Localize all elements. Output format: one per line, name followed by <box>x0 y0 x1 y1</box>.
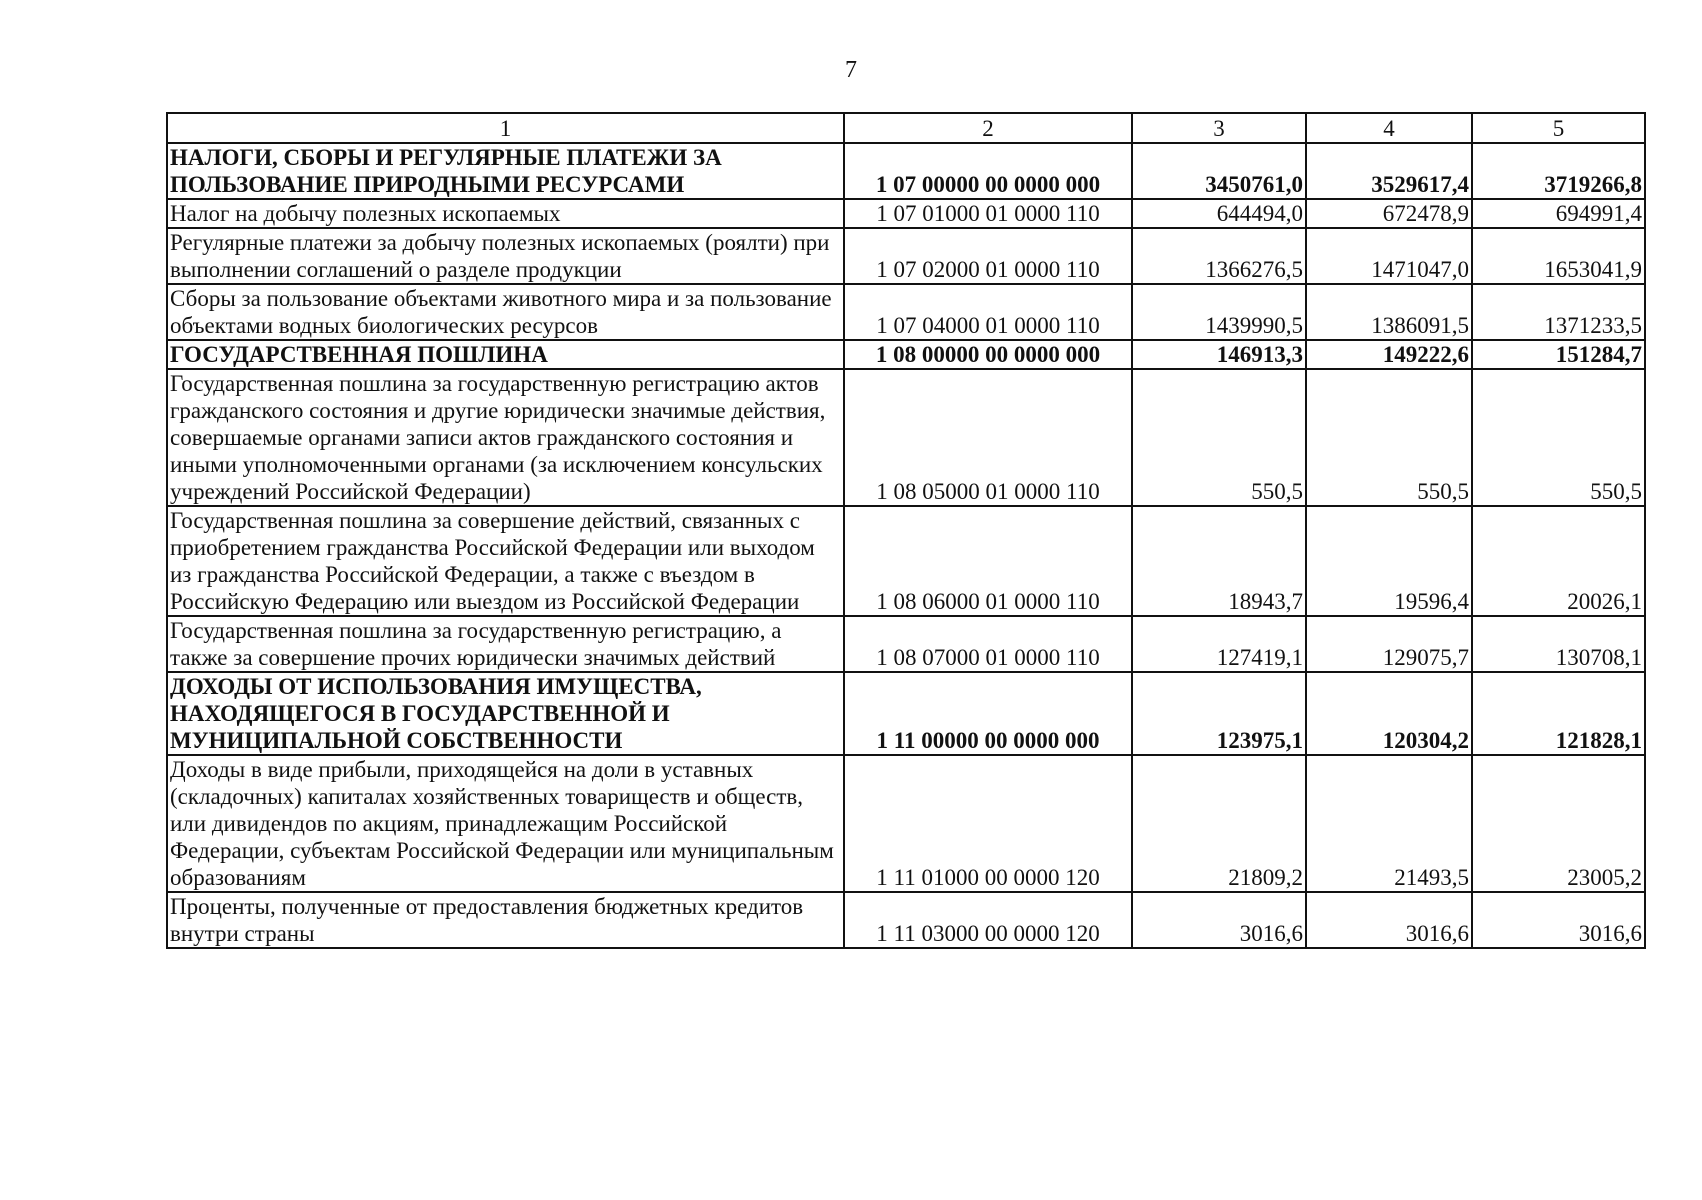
budget-code: 1 08 07000 01 0000 110 <box>844 616 1132 672</box>
table-row <box>167 199 1645 228</box>
budget-code: 1 07 01000 01 0000 110 <box>844 199 1132 228</box>
revenue-name: Государственная пошлина за государственную регистрацию актов гражданского состояния и другие юридически значимые действия, совершаемые органами записи актов гражданского состояния и иными уполномоченными органами (за исключением консульских учреждений Российской Федерации) <box>167 369 844 506</box>
budget-code: 1 11 03000 00 0000 120 <box>844 892 1132 948</box>
value-col4: 3016,6 <box>1306 892 1472 948</box>
value-col3: 127419,1 <box>1132 616 1306 672</box>
budget-code: 1 08 05000 01 0000 110 <box>844 369 1132 506</box>
table-row <box>167 228 1645 284</box>
value-col5: 3719266,8 <box>1472 143 1645 199</box>
value-col4: 21493,5 <box>1306 755 1472 892</box>
value-col3: 123975,1 <box>1132 672 1306 755</box>
table-row <box>167 616 1645 672</box>
value-col5: 1653041,9 <box>1472 228 1645 284</box>
table-row <box>167 284 1645 340</box>
page-number: 7 <box>845 57 857 83</box>
value-col5: 3016,6 <box>1472 892 1645 948</box>
column-number: 5 <box>1472 113 1645 143</box>
value-col5: 1371233,5 <box>1472 284 1645 340</box>
value-col3: 21809,2 <box>1132 755 1306 892</box>
revenue-name: ГОСУДАРСТВЕННАЯ ПОШЛИНА <box>167 340 844 369</box>
value-col5: 23005,2 <box>1472 755 1645 892</box>
value-col5: 550,5 <box>1472 369 1645 506</box>
revenue-name: Доходы в виде прибыли, приходящейся на доли в уставных (складочных) капиталах хозяйственных товариществ и обществ, или дивидендов по акциям, принадлежащим Российской Федерации, субъектам Российской Федерации или муниципальным образованиям <box>167 755 844 892</box>
table-row <box>167 755 1645 892</box>
value-col4: 120304,2 <box>1306 672 1472 755</box>
column-number: 4 <box>1306 113 1472 143</box>
value-col4: 19596,4 <box>1306 506 1472 616</box>
table-row <box>167 892 1645 948</box>
value-col5: 130708,1 <box>1472 616 1645 672</box>
value-col3: 1366276,5 <box>1132 228 1306 284</box>
budget-code: 1 11 00000 00 0000 000 <box>844 672 1132 755</box>
value-col3: 1439990,5 <box>1132 284 1306 340</box>
value-col4: 3529617,4 <box>1306 143 1472 199</box>
budget-code: 1 11 01000 00 0000 120 <box>844 755 1132 892</box>
revenue-name: Проценты, полученные от предоставления бюджетных кредитов внутри страны <box>167 892 844 948</box>
revenue-name: Государственная пошлина за совершение действий, связанных с приобретением гражданства Российской Федерации или выходом из гражданства Российской Федерации, а также с въездом в Российскую Федерацию или выездом из Российской Федерации <box>167 506 844 616</box>
column-number-row <box>167 113 1645 143</box>
table-row-section <box>167 340 1645 369</box>
table-row-section <box>167 672 1645 755</box>
value-col3: 146913,3 <box>1132 340 1306 369</box>
revenue-name: Регулярные платежи за добычу полезных ископаемых (роялти) при выполнении соглашений о разделе продукции <box>167 228 844 284</box>
value-col4: 129075,7 <box>1306 616 1472 672</box>
revenue-name: Государственная пошлина за государственную регистрацию, а также за совершение прочих юридически значимых действий <box>167 616 844 672</box>
budget-code: 1 08 00000 00 0000 000 <box>844 340 1132 369</box>
value-col4: 672478,9 <box>1306 199 1472 228</box>
value-col3: 3450761,0 <box>1132 143 1306 199</box>
value-col4: 1386091,5 <box>1306 284 1472 340</box>
column-number: 1 <box>167 113 844 143</box>
value-col4: 149222,6 <box>1306 340 1472 369</box>
budget-code: 1 08 06000 01 0000 110 <box>844 506 1132 616</box>
budget-code: 1 07 04000 01 0000 110 <box>844 284 1132 340</box>
revenue-name: Налог на добычу полезных ископаемых <box>167 199 844 228</box>
column-number: 3 <box>1132 113 1306 143</box>
budget-code: 1 07 00000 00 0000 000 <box>844 143 1132 199</box>
budget-code: 1 07 02000 01 0000 110 <box>844 228 1132 284</box>
revenue-name: НАЛОГИ, СБОРЫ И РЕГУЛЯРНЫЕ ПЛАТЕЖИ ЗА ПОЛЬЗОВАНИЕ ПРИРОДНЫМИ РЕСУРСАМИ <box>167 143 844 199</box>
value-col4: 1471047,0 <box>1306 228 1472 284</box>
value-col5: 121828,1 <box>1472 672 1645 755</box>
value-col3: 18943,7 <box>1132 506 1306 616</box>
table-row-section <box>167 143 1645 199</box>
value-col5: 20026,1 <box>1472 506 1645 616</box>
value-col5: 151284,7 <box>1472 340 1645 369</box>
value-col5: 694991,4 <box>1472 199 1645 228</box>
value-col3: 550,5 <box>1132 369 1306 506</box>
value-col3: 3016,6 <box>1132 892 1306 948</box>
revenue-name: ДОХОДЫ ОТ ИСПОЛЬЗОВАНИЯ ИМУЩЕСТВА, НАХОДЯЩЕГОСЯ В ГОСУДАРСТВЕННОЙ И МУНИЦИПАЛЬНОЙ СОБСТВЕННОСТИ <box>167 672 844 755</box>
column-number: 2 <box>844 113 1132 143</box>
table-row <box>167 369 1645 506</box>
revenue-name: Сборы за пользование объектами животного мира и за пользование объектами водных биологических ресурсов <box>167 284 844 340</box>
value-col4: 550,5 <box>1306 369 1472 506</box>
revenue-table <box>166 112 1646 949</box>
value-col3: 644494,0 <box>1132 199 1306 228</box>
table-row <box>167 506 1645 616</box>
